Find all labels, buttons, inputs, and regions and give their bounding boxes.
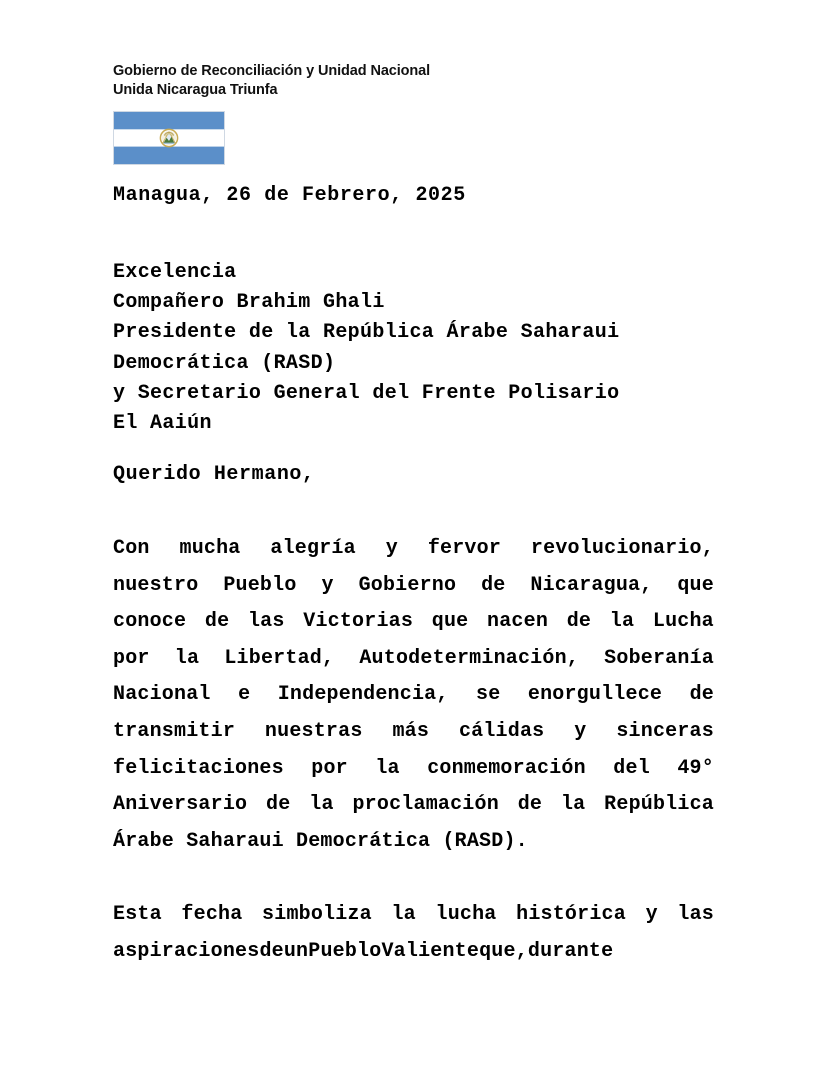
body-word: 49° — [677, 756, 714, 780]
body-word: aspiraciones — [113, 939, 260, 963]
body-word: del — [613, 756, 650, 780]
body-line — [113, 824, 714, 861]
body-line — [113, 751, 714, 788]
body-word: y — [321, 573, 334, 597]
body-word: lucha — [435, 903, 497, 926]
body-word: Aniversario — [113, 793, 248, 817]
body-word: fervor — [427, 537, 502, 560]
body-word: Soberanía — [604, 646, 714, 670]
body-word: mucha — [179, 537, 241, 560]
body-word: simboliza — [262, 903, 372, 926]
body-line — [113, 787, 714, 824]
body-word: la — [609, 610, 635, 634]
body-word: Lucha — [652, 610, 714, 634]
letterhead-line-2: Unida Nicaragua Triunfa — [113, 82, 278, 98]
body-word: las — [247, 610, 285, 634]
body-word: Árabe Saharaui Democrática (RASD). — [113, 829, 528, 853]
body-line — [113, 714, 714, 751]
body-line — [113, 568, 714, 605]
address-line: y Secretario General del Frente Polisario — [113, 381, 620, 405]
body-word: de — [266, 793, 291, 817]
body-word: proclamación — [352, 793, 499, 817]
dateline: Managua, 26 de Febrero, 2025 — [113, 184, 466, 207]
body-word: más — [392, 719, 430, 743]
body-word: la — [375, 756, 400, 780]
body-word: conoce — [113, 610, 187, 634]
address-line: Democrática (RASD) — [113, 351, 336, 375]
body-word: por — [113, 646, 150, 670]
body-word: de — [259, 939, 284, 963]
body-word: felicitaciones — [113, 756, 284, 780]
body-word: y — [385, 537, 398, 560]
body-word: transmitir — [113, 719, 236, 743]
body-line — [113, 897, 714, 934]
body-word: nuestras — [264, 719, 363, 743]
body-word: que — [677, 573, 714, 597]
address-line: Compañero Brahim Ghali — [113, 291, 385, 315]
body-word: Nacional — [113, 683, 211, 707]
body-word: Pueblo — [223, 573, 297, 597]
body-word: Pueblo — [308, 939, 382, 963]
body-word: la — [391, 903, 416, 926]
body-word: conmemoración — [427, 756, 586, 780]
body-word: la — [309, 793, 334, 817]
body-paragraph-1 — [113, 531, 714, 860]
nicaragua-flag-icon — [113, 111, 225, 165]
body-word: sinceras — [616, 719, 714, 743]
salutation: Querido Hermano, — [113, 463, 315, 486]
body-word: y — [645, 903, 658, 926]
body-line — [113, 677, 714, 714]
body-word: nacen — [487, 610, 549, 634]
body-word: e — [238, 683, 251, 707]
body-word: Esta — [113, 903, 162, 926]
address-line: Presidente de la República Árabe Saharaui — [113, 321, 620, 345]
body-word: durante — [527, 939, 614, 963]
body-word: la — [560, 793, 586, 817]
body-word: Libertad, — [224, 646, 335, 670]
body-word: Nicaragua, — [530, 573, 653, 597]
body-line — [113, 531, 714, 568]
letterhead-line-1: Gobierno de Reconciliación y Unidad Nacional — [113, 63, 431, 79]
body-word: se — [476, 683, 501, 707]
address-line: Excelencia — [113, 261, 237, 284]
body-word: que, — [479, 939, 528, 963]
body-paragraph-2 — [113, 897, 714, 970]
addressee-block — [113, 258, 753, 439]
body-word: por — [311, 756, 348, 780]
body-line — [113, 604, 714, 641]
body-word: revolucionario, — [530, 537, 714, 560]
body-word: y — [574, 719, 587, 743]
body-word: Independencia, — [277, 683, 449, 707]
body-word: histórica — [516, 903, 626, 926]
body-word: las — [677, 903, 714, 926]
body-word: de — [481, 573, 506, 597]
body-word: enorgullece — [527, 683, 663, 707]
body-word: cálidas — [458, 719, 545, 743]
body-word: nuestro — [113, 573, 199, 597]
letterhead — [113, 62, 733, 100]
body-word: Victorias — [303, 610, 414, 634]
body-word: que — [431, 610, 469, 634]
body-word: alegría — [270, 537, 356, 560]
body-word: de — [566, 610, 592, 634]
body-word: de — [689, 683, 714, 707]
body-word: un — [283, 939, 309, 963]
body-line — [113, 934, 714, 971]
body-word: Gobierno — [358, 573, 457, 597]
body-line — [113, 641, 714, 678]
body-word: República — [604, 793, 714, 817]
body-word: Autodeterminación, — [359, 646, 579, 670]
body-word: fecha — [181, 903, 243, 926]
body-word: de — [204, 610, 230, 634]
body-word: Con — [113, 537, 150, 560]
body-word: de — [517, 793, 543, 817]
body-word: la — [174, 646, 200, 670]
body-word: Valiente — [381, 939, 480, 963]
address-line: El Aaiún — [113, 412, 212, 436]
